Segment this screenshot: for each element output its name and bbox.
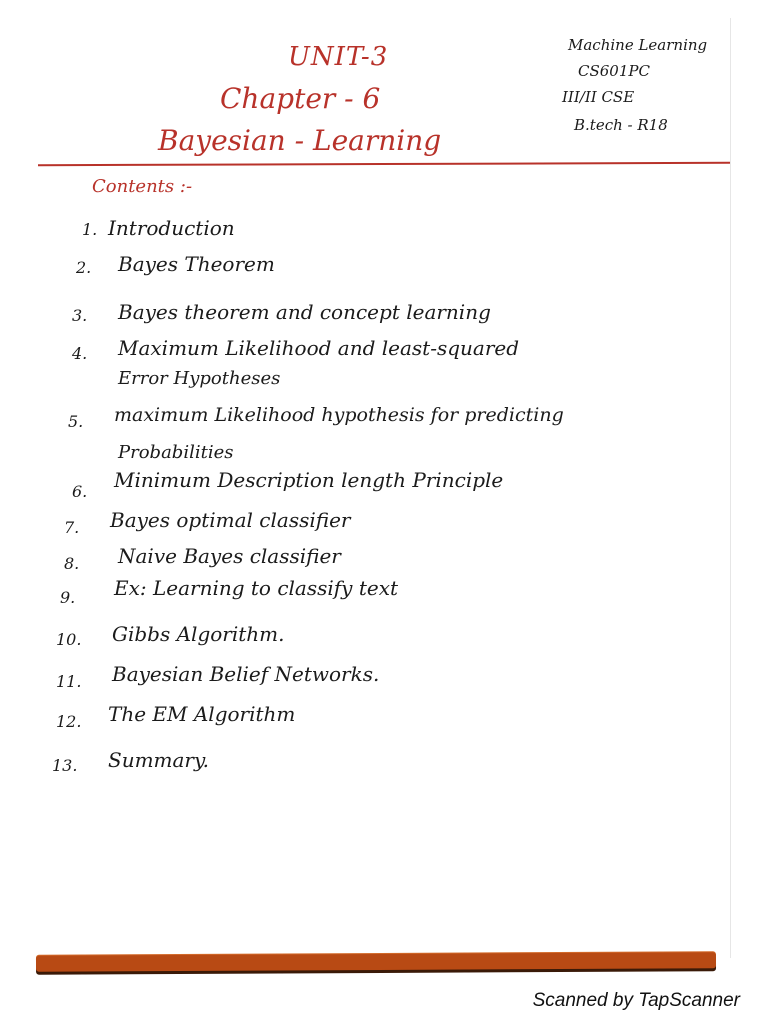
list-item-number: 13.	[52, 756, 78, 775]
list-item: Bayesian Belief Networks.	[112, 662, 380, 686]
list-item-number: 6.	[72, 482, 88, 501]
meta-class: III/II CSE	[562, 88, 635, 106]
list-item: Minimum Description length Principle	[114, 468, 504, 492]
unit-title: UNIT-3	[288, 42, 389, 72]
list-item-number: 8.	[64, 554, 80, 573]
list-item-number: 4.	[72, 344, 88, 363]
contents-heading: Contents :-	[92, 176, 193, 197]
list-item: Introduction	[108, 216, 235, 240]
list-item-continuation: Probabilities	[118, 442, 234, 463]
scanner-watermark: Scanned by TapScanner	[532, 990, 740, 1011]
list-item: Bayes optimal classifier	[110, 508, 351, 532]
meta-subject: Machine Learning	[568, 36, 708, 54]
list-item-number: 9.	[60, 588, 76, 607]
page-edge-bar	[36, 952, 716, 972]
list-item-number: 5.	[68, 412, 84, 431]
notebook-page	[30, 18, 731, 958]
list-item: Gibbs Algorithm.	[112, 622, 285, 646]
list-item: maximum Likelihood hypothesis for predicting	[114, 404, 564, 426]
list-item: Summary.	[108, 748, 209, 772]
meta-program: B.tech - R18	[574, 116, 668, 134]
chapter-title: Chapter - 6	[220, 82, 381, 115]
list-item-number: 11.	[56, 672, 82, 691]
list-item: Naive Bayes classifier	[118, 544, 341, 568]
title-divider	[38, 162, 730, 166]
list-item-continuation: Error Hypotheses	[118, 368, 281, 389]
list-item-number: 2.	[76, 258, 92, 277]
list-item: Maximum Likelihood and least-squared	[118, 336, 520, 360]
list-item-number: 1.	[82, 220, 98, 239]
list-item-number: 3.	[72, 306, 88, 325]
meta-code: CS601PC	[578, 62, 650, 80]
list-item: The EM Algorithm	[108, 702, 296, 726]
list-item: Ex: Learning to classify text	[114, 576, 399, 600]
list-item-number: 7.	[64, 518, 80, 537]
list-item-number: 12.	[56, 712, 82, 731]
list-item: Bayes theorem and concept learning	[118, 300, 491, 324]
list-item: Bayes Theorem	[118, 252, 275, 276]
list-item-number: 10.	[56, 630, 82, 649]
topic-title: Bayesian - Learning	[158, 124, 442, 157]
